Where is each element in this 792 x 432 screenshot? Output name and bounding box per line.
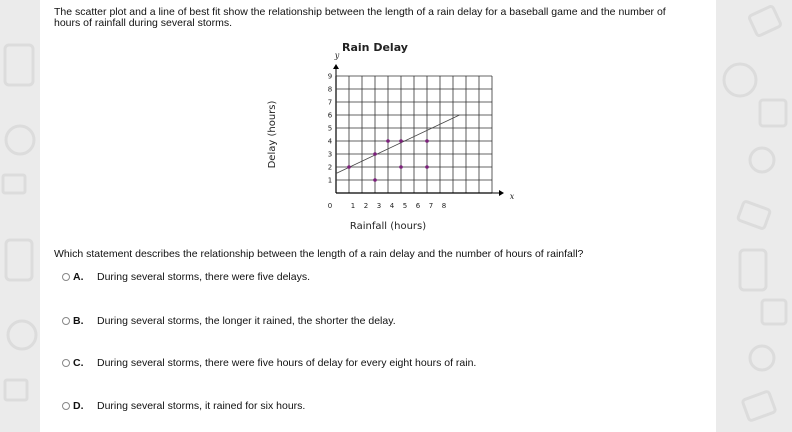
choice-b[interactable]	[62, 314, 396, 328]
choice-a-text: During several storms, there were five delays.	[97, 271, 310, 283]
question-prompt: The scatter plot and a line of best fit show the relationship between the length of a rain delay for a baseball game and the number of hours of rainfall during several storms.	[54, 6, 666, 29]
radio-b[interactable]	[62, 317, 70, 325]
radio-d[interactable]	[62, 402, 70, 410]
x-tick-label: 3	[376, 202, 382, 210]
best-fit-line	[336, 115, 460, 174]
choice-c[interactable]	[62, 356, 476, 370]
y-tick-label: 6	[327, 111, 333, 120]
choice-d-text: During several storms, it rained for six hours.	[97, 400, 306, 412]
question-text: Which statement describes the relationship between the length of a rain delay and the number of hours of rainfall?	[54, 248, 584, 260]
x-axis-label: Rainfall (hours)	[349, 221, 427, 232]
data-point	[399, 165, 403, 169]
choice-b-text: During several storms, the longer it rained, the shorter the delay.	[97, 315, 396, 327]
chart-container	[260, 38, 515, 238]
y-tick-label: 8	[327, 85, 333, 94]
x-tick-label: 7	[428, 202, 434, 210]
choice-c-text: During several storms, there were five hours of delay for every eight hours of rain.	[97, 357, 477, 369]
y-tick-label: 9	[327, 72, 333, 81]
data-point	[425, 139, 429, 143]
data-point	[373, 178, 377, 182]
choice-b-letter: B.	[73, 315, 84, 327]
x-tick-label: 1	[350, 202, 356, 210]
choice-d-letter: D.	[73, 400, 84, 412]
choice-c-letter: C.	[73, 357, 84, 369]
choice-a[interactable]	[62, 270, 310, 284]
y-tick-label: 5	[327, 124, 333, 133]
y-axis-label: Delay (hours)	[267, 100, 278, 169]
origin-label: 0	[327, 202, 333, 210]
y-tick-label: 4	[327, 137, 333, 146]
radio-a[interactable]	[62, 273, 70, 281]
choice-d[interactable]	[62, 399, 305, 413]
x-tick-label: 8	[441, 202, 447, 210]
x-tick-label: 6	[415, 202, 421, 210]
y-tick-label: 2	[327, 163, 333, 172]
question-panel	[40, 0, 716, 432]
data-point	[386, 139, 390, 143]
data-point	[373, 152, 377, 156]
scatter-chart	[260, 38, 515, 238]
x-tick-label: 5	[402, 202, 408, 210]
x-axis-arrow	[499, 190, 504, 196]
chart-title: Rain Delay	[342, 41, 408, 54]
y-tick-label: 1	[327, 176, 333, 185]
choice-a-letter: A.	[73, 271, 84, 283]
data-point	[425, 165, 429, 169]
radio-c[interactable]	[62, 359, 70, 367]
data-point	[347, 165, 351, 169]
y-axis-var: y	[334, 51, 340, 60]
y-axis-arrow	[333, 64, 339, 69]
x-tick-label: 4	[389, 202, 395, 210]
x-axis-var: x	[509, 192, 515, 201]
y-tick-label: 7	[327, 98, 333, 107]
x-tick-label: 2	[363, 202, 369, 210]
y-tick-label: 3	[327, 150, 333, 159]
data-point	[399, 139, 403, 143]
